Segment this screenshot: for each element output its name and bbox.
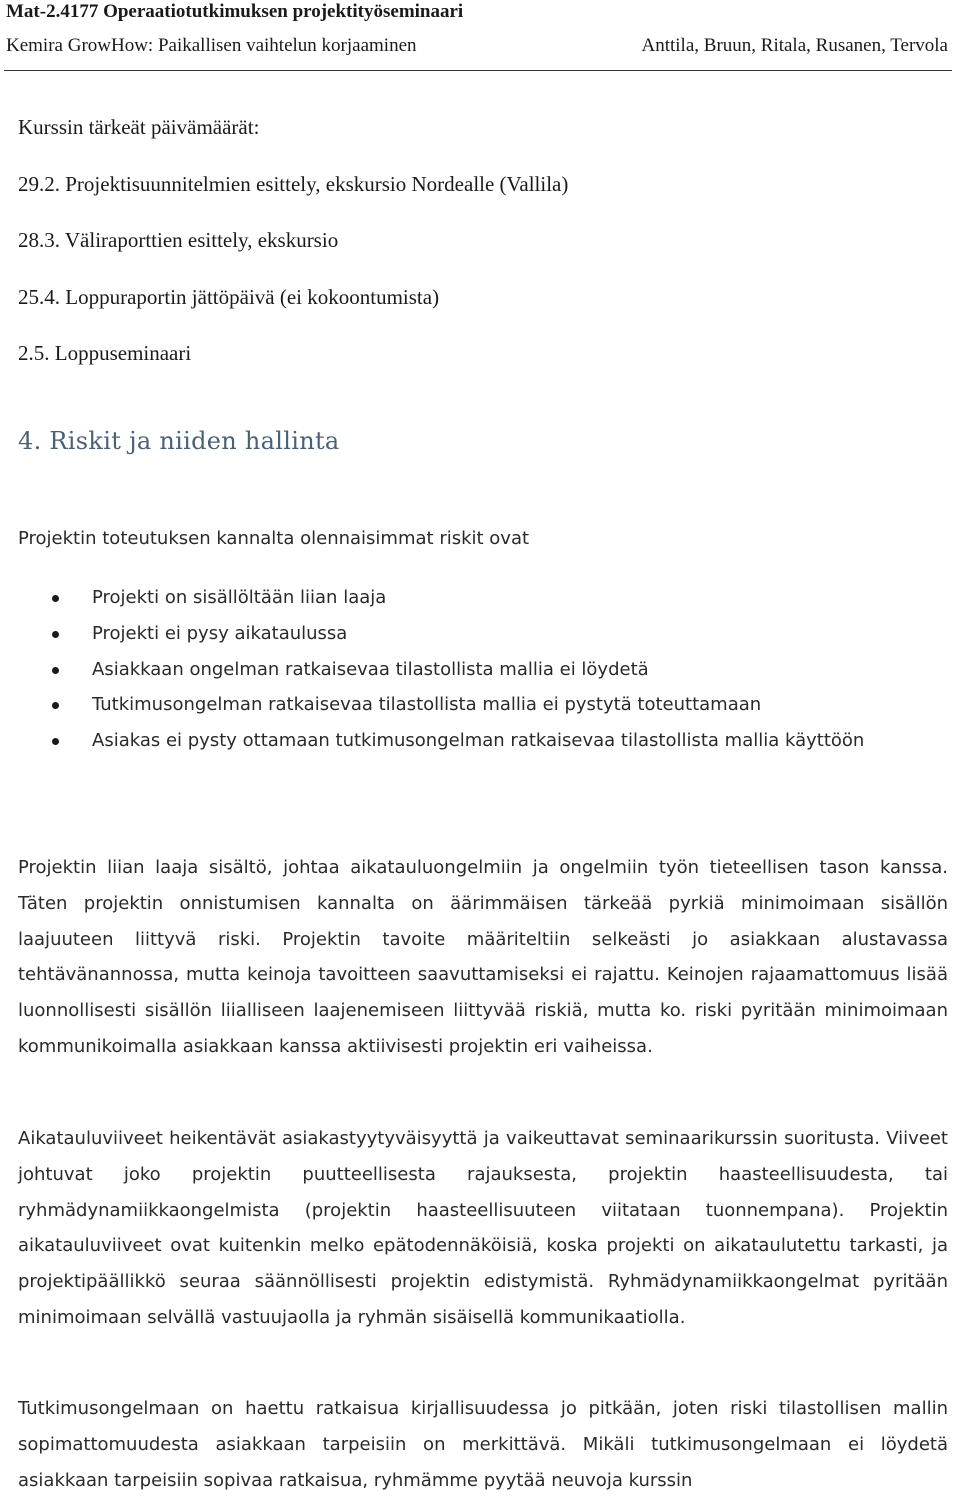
- list-item: [52, 723, 948, 759]
- running-header: [6, 34, 948, 58]
- paragraph: Tutkimusongelmaan on haettu ratkaisua kirjallisuudessa jo pitkään, joten riski tilastollisen mallin sopimattomuudesta asiakkaan tarpeisiin on merkittävä. Mikäli tutkimusongelmaan ei löydetä asiakkaan tarpeisiin sopivaa ratkaisua, ryhmämme pyytää neuvoja kurssin: [18, 1398, 948, 1491]
- bullet-icon: [52, 738, 59, 745]
- risk-text: Asiakas ei pysty ottamaan tutkimusongelman ratkaisevaa tilastollista mallia käyttöön: [92, 730, 865, 752]
- project-title: Kemira GrowHow: Paikallisen vaihtelun korjaaminen: [6, 35, 417, 56]
- risk-text: Asiakkaan ongelman ratkaisevaa tilastollista mallia ei löydetä: [92, 658, 649, 680]
- list-item: [52, 580, 948, 616]
- bullet-icon: [52, 702, 59, 709]
- risk-text: Tutkimusongelman ratkaisevaa tilastollista mallia ei pystytä toteuttamaan: [92, 694, 762, 716]
- list-item: [52, 616, 948, 652]
- bullet-icon: [52, 631, 59, 638]
- paragraph: Aikatauluviiveet heikentävät asiakastyytyväisyyttä ja vaikeuttavat seminaarikurssin suoritusta. Viiveet johtuvat joko projektin puutteellisesta rajauksesta, projektin haasteellisuudesta, tai ryhmädynamiikkaongelmista (projektin haasteellisuuteen viitataan tuonnempana). Projektin aikatauluviiveet ovat kuitenkin melko epätodennäköisiä, koska projekti on aikataulutettu tarkasti, ja projektipäällikkö seuraa säännöllisesti projektin edistymistä. Ryhmädynamiikkaongelmat pyritään minimoimaan selvällä vastuujaolla ja ryhmän sisäisellä kommunikaatiolla.: [18, 1128, 948, 1328]
- dates-heading: Kurssin tärkeät päivämäärät:: [18, 115, 260, 139]
- date-item: 28.3. Väliraporttien esittely, ekskursio: [18, 228, 339, 252]
- risk-text: Projekti on sisällöltään liian laaja: [92, 587, 387, 608]
- course-title: Mat-2.4177 Operaatiotutkimuksen projektityöseminaari: [6, 1, 464, 22]
- bullet-icon: [52, 667, 59, 674]
- list-item: [52, 652, 948, 688]
- header-divider: [4, 70, 952, 71]
- bullet-icon: [52, 595, 59, 602]
- section-title: 4. Riskit ja niiden hallinta: [18, 427, 340, 455]
- risks-intro: Projektin toteutuksen kannalta olennaisimmat riskit ovat: [18, 528, 530, 549]
- date-item: 2.5. Loppuseminaari: [18, 341, 192, 365]
- authors: Anttila, Bruun, Ritala, Rusanen, Tervola: [641, 35, 948, 56]
- list-item: [52, 687, 948, 723]
- risk-list: [52, 580, 948, 759]
- paragraph: Projektin liian laaja sisältö, johtaa aikatauluongelmiin ja ongelmiin työn tieteellisen tason kanssa. Täten projektin onnistumisen kannalta on äärimmäisen tärkeää pyrkiä minimoimaan sisällön laajuuteen liittyvä riski. Projektin tavoite määriteltiin selkeästi jo asiakkaan alustavassa tehtävänannossa, mutta keinoja tavoitteen saavuttamiseksi ei rajattu. Keinojen rajaamattomuus lisää luonnollisesti sisällön liialliseen laajenemiseen liittyvää riskiä, mutta ko. riski pyritään minimoimaan kommunikoimalla asiakkaan kanssa aktiivisesti projektin eri vaiheissa.: [18, 857, 948, 1057]
- date-item: 29.2. Projektisuunnitelmien esittely, ekskursio Nordealle (Vallila): [18, 172, 569, 196]
- date-item: 25.4. Loppuraportin jättöpäivä (ei kokoontumista): [18, 285, 440, 309]
- risk-text: Projekti ei pysy aikataulussa: [92, 622, 348, 644]
